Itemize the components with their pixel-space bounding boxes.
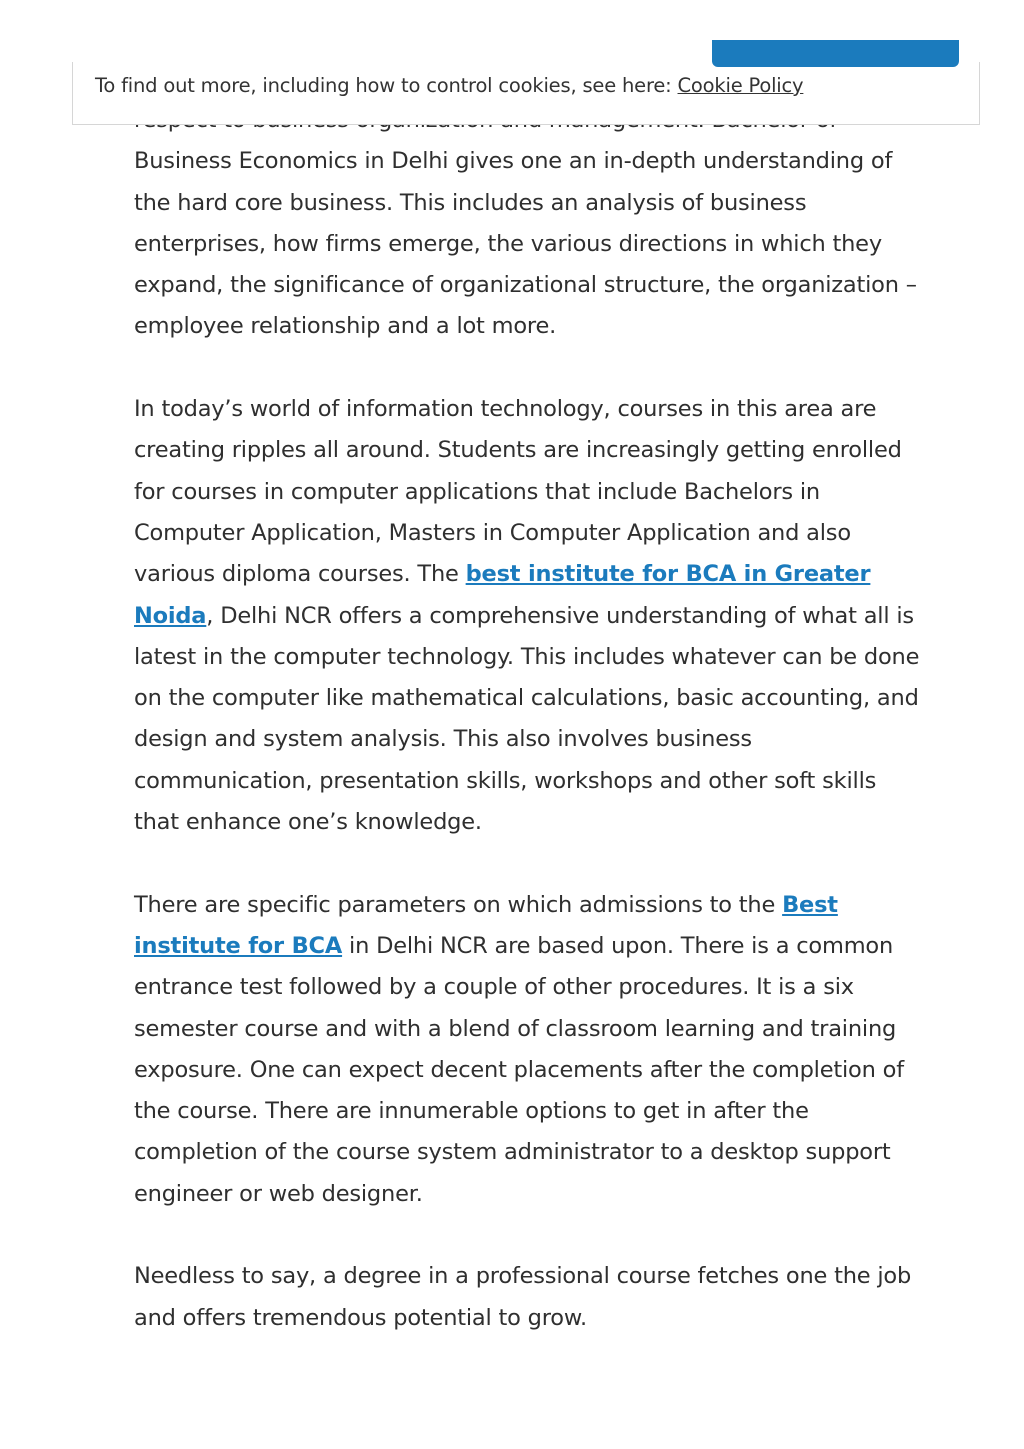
paragraph-4-text: Needless to say, a degree in a professional course fetches one the job and offers tremendous potential to grow. (134, 1263, 912, 1331)
paragraph-3-after-link: in Delhi NCR are based upon. There is a common entrance test followed by a couple of other procedures. It is a six semester course and with a blend of classroom learning and training exposure. One can expect decent placements after the completion of the course. There are innumerable options to get in after the completion of the course system administrator to a desktop support engineer or web designer. (134, 932, 904, 1207)
cookie-banner-text (95, 74, 803, 97)
paragraph-it-courses (134, 389, 924, 843)
paragraph-1-text: Business Economics in Delhi gives one an in-depth understanding of the hard core business. This includes an analysis of business enterprises, how firms emerge, the various directions in which they expand, the significance of organizational structure, the organization – employee relationship and a lot more. (134, 148, 917, 340)
paragraph-2-before-link: In today’s world of information technology, courses in this area are creating ripples all around. Students are increasingly getting enrolled for courses in computer applications that include Bachelors in Computer Application, Masters in Computer Application and also various diploma courses. The (134, 396, 902, 588)
paragraph-admissions (134, 885, 924, 1215)
best-institute-bca-link[interactable]: Best institute for BCA (134, 891, 838, 959)
cookie-policy-link[interactable]: Cookie Policy (677, 74, 804, 97)
paragraph-2-after-link: , Delhi NCR offers a comprehensive understanding of what all is latest in the computer technology. This includes whatever can be done on the computer like mathematical calculations, basic accounting, and design and system analysis. This also involves business communication, presentation skills, workshops and other soft skills that enhance one’s knowledge. (134, 602, 920, 836)
cookie-info-text: To find out more, including how to control cookies, see here: (95, 74, 678, 97)
paragraph-3-before-link: There are specific parameters on which admissions to the (134, 891, 783, 918)
bca-greater-noida-link[interactable]: best institute for BCA in Greater Noida (134, 561, 871, 629)
paragraph-business-economics (134, 100, 924, 348)
article-body (134, 100, 924, 1380)
cookie-banner (72, 62, 980, 125)
cookie-accept-button[interactable] (712, 40, 959, 67)
paragraph-conclusion (134, 1256, 924, 1339)
